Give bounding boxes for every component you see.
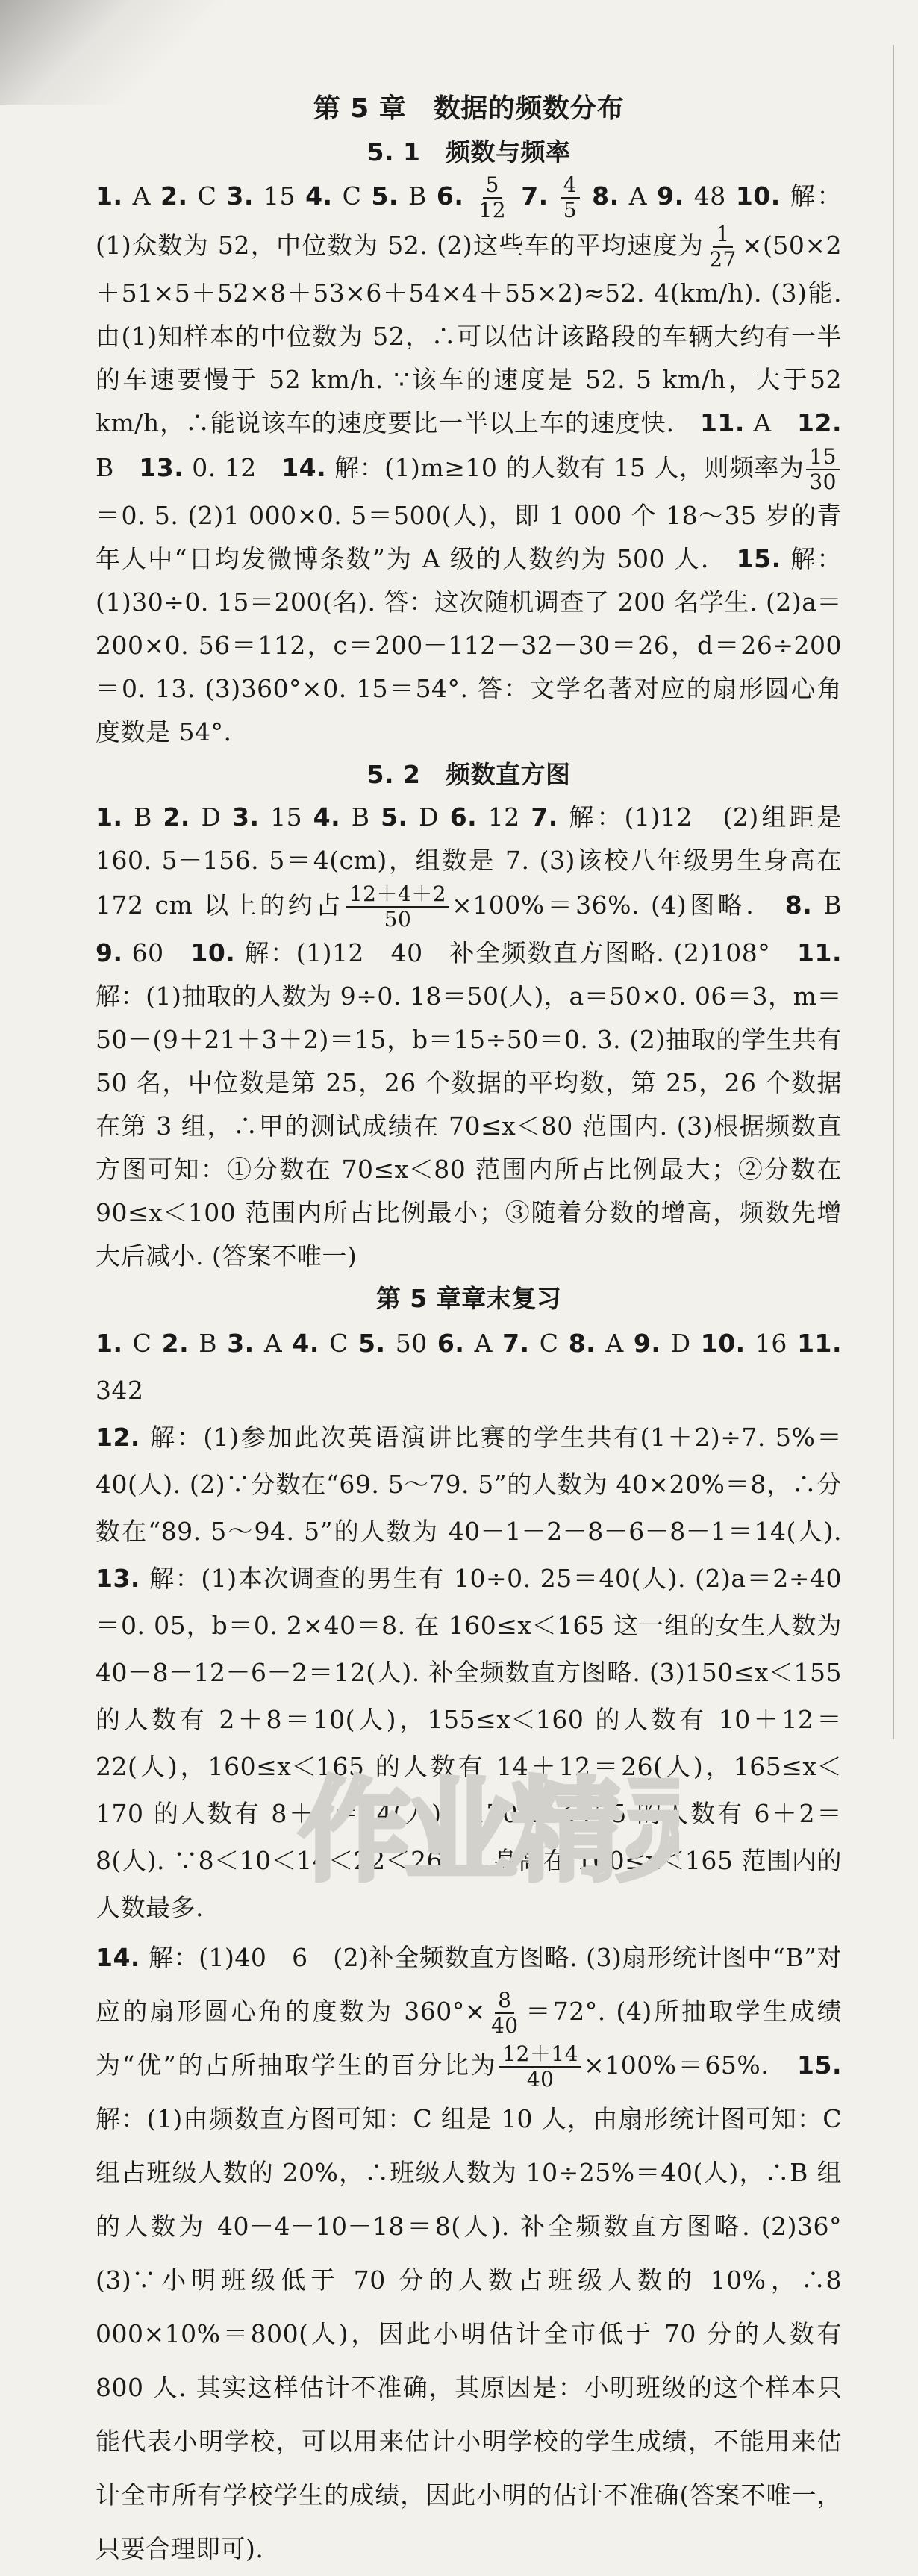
question-number: 2.: [163, 802, 190, 832]
section-5-2: [96, 796, 867, 1278]
section-review: [96, 1320, 867, 2576]
answer-text: 解：(1)众数为 52，中位数为 52. (2)这些车的平均速度为: [96, 181, 842, 260]
question-number: 3.: [232, 802, 260, 832]
answer-text: [511, 181, 521, 210]
answer-text: B: [122, 802, 163, 832]
question-number: 6.: [436, 181, 464, 210]
answer-text: C: [122, 1329, 162, 1358]
answer-text: 50: [385, 1329, 437, 1358]
answer-text: 15: [259, 802, 313, 832]
answer-content: [96, 84, 867, 2576]
question-number: 2.: [160, 181, 188, 210]
question-number: 7.: [531, 802, 558, 832]
question-number: 3.: [227, 1329, 255, 1358]
answer-text: 解：(1)40 6 (2)补全频数直方图略. (3)扇形统计图中“B”对应的扇形圆心角的度数为 360°×: [96, 1943, 842, 2026]
answer-paragraph: [96, 173, 842, 754]
section-title-5-2: 5. 2 频数直方图: [366, 760, 571, 789]
fraction-numerator: 4: [561, 173, 580, 199]
question-number: 14.: [96, 1943, 140, 1972]
fraction-numerator: 12＋14: [499, 2042, 581, 2068]
answer-text: ×100%＝65%.: [584, 2050, 798, 2080]
question-number: 9.: [96, 938, 123, 967]
fraction-numerator: 12＋4＋2: [346, 882, 449, 908]
answer-text: B: [96, 453, 140, 482]
fraction: [346, 882, 449, 932]
question-number: 13.: [96, 1564, 140, 1593]
answer-text: 解：(1)12 40 补全频数直方图略. (2)108°: [235, 938, 798, 967]
answer-text: C: [332, 181, 372, 210]
chapter-title: 第 5 章 数据的频数分布: [313, 93, 625, 124]
answer-text: ＝72°. (4)所抽取学生成绩为“优”的占所抽取学生的百分比为: [96, 1997, 842, 2080]
answer-paragraph: [96, 796, 867, 1278]
fraction-numerator: 5: [483, 173, 502, 199]
answer-text: [582, 181, 592, 210]
margin-rule: [893, 45, 894, 1739]
question-number: 7.: [521, 181, 549, 210]
answer-text: B: [812, 891, 867, 920]
answer-text: D: [190, 802, 233, 832]
fraction-denominator: 5: [563, 198, 578, 222]
fraction: [806, 445, 840, 494]
answer-text: B: [398, 181, 437, 210]
question-number: 5.: [371, 181, 399, 210]
answer-text: D: [408, 802, 450, 832]
answer-paragraph: [96, 1320, 842, 1414]
answer-text: ×100%＝36%. (4)图略.: [452, 891, 785, 920]
answer-text: B: [189, 1329, 228, 1358]
question-number: 14.: [281, 453, 327, 482]
question-number: 1.: [96, 802, 123, 832]
watermark-logo: [291, 1750, 679, 1892]
fraction: [475, 173, 509, 222]
answer-text: 解：(1)m≥10 的人数有 15 人，则频率为: [326, 453, 805, 482]
question-number: 3.: [226, 181, 254, 210]
question-number: 6.: [437, 1329, 465, 1358]
question-number: 9.: [633, 1329, 661, 1358]
answer-text: A: [254, 1329, 293, 1358]
question-number: 10.: [190, 938, 236, 967]
fraction: [561, 173, 580, 222]
question-number: 11.: [797, 1329, 843, 1358]
fraction-denominator: 40: [526, 2067, 555, 2092]
fraction-denominator: 50: [384, 907, 412, 932]
question-number: 12.: [797, 408, 842, 437]
answer-text: 解：(1)12 (2)组距是 160. 5－156. 5＝4(cm)，组数是 7. (3)该校八年级男生身高在 172 cm 以上的约占: [96, 802, 842, 920]
answer-text: 解：(1)本次调查的男生有 10÷0. 25＝40(人). (2)a＝2÷40＝0. 05，b＝0. 2×40＝8. 在 160≤x＜165 这一组的女生人数为 40－8－12－6－2＝12(人). 补全频数直方图略. (3)150≤x＜155 的人数有 2＋8＝10(人)，155≤x＜160 的人数有 10＋12＝22(人)，160≤x＜165 的人数有 14＋12＝26(人)，165≤x＜170 的人数有 8＋6＝14(人)，170≤x＜175 的人数有 6＋2＝8(人). ∵8＜10＜14＜22＜26，∴身高在 160≤x＜165 范围内的人数最多.: [96, 1564, 842, 1922]
question-number: 10.: [735, 181, 781, 210]
question-number: 1.: [96, 181, 123, 210]
answer-text: A: [596, 1329, 634, 1358]
question-number: 8.: [568, 1329, 596, 1358]
answer-text: 解：(1)由频数直方图可知：C 组是 10 人，由扇形统计图可知：C 组占班级人数的 20%，∴班级人数为 10÷25%＝40(人)，∴B 组的人数为 40－4－10－18＝8(人). 补全频数直方图略. (2)36° (3)∵小明班级低于 70 分的人数占班级人数的 10%，∴8 000×10%＝800(人)，因此小明估计全市低于 70 分的人数有 800 人. 其实这样估计不准确，其原因是：小明班级的这个样本只能代表小明学校，可以用来估计小明学校的学生成绩，不能用来估计全市所有学校学生的成绩，因此小明的估计不准确(答案不唯一，只要合理即可).: [96, 2104, 867, 2563]
question-number: 4.: [292, 1329, 319, 1358]
answer-text: C: [319, 1329, 359, 1358]
fraction-numerator: 1: [713, 222, 732, 248]
answer-text: B: [340, 802, 381, 832]
fraction-denominator: 40: [490, 2013, 519, 2038]
answer-text: 12: [477, 802, 531, 832]
watermark-logo-image: [291, 1750, 679, 1892]
answer-text: [463, 181, 473, 210]
answer-text: 解：(1)参加此次英语演讲比赛的学生共有(1＋2)÷7. 5%＝40(人). (2)∵分数在“69. 5～79. 5”的人数为 40×20%＝8，∴分数在“89. 5～94. 5”的人数为 40－1－2－8－6－8－1＝14(人).: [96, 1423, 867, 1546]
question-number: 2.: [161, 1329, 190, 1358]
watermark-text: 作业精灵: [299, 1767, 679, 1892]
answer-text: 0. 12: [184, 453, 282, 482]
question-number: 12.: [96, 1423, 140, 1452]
section-title-5-1: 5. 1 频数与频率: [366, 137, 571, 166]
answer-text: D: [661, 1329, 701, 1358]
answer-text: 16: [745, 1329, 798, 1358]
question-number: 4.: [313, 802, 341, 832]
fraction-numerator: 15: [806, 445, 840, 470]
answer-paragraph: [96, 1931, 867, 2576]
question-number: 7.: [502, 1329, 530, 1358]
fraction: [488, 1989, 522, 2038]
question-number: 13.: [139, 453, 184, 482]
question-number: 11.: [797, 938, 842, 967]
section-title-review: 第 5 章章末复习: [375, 1284, 562, 1313]
answer-text: C: [187, 181, 227, 210]
question-number: 1.: [96, 1329, 123, 1358]
answer-text: 解：(1)30÷0. 15＝200(名). 答：这次随机调查了 200 名学生. (2)a＝200×0. 56＝112，c＝200－112－32－30＝26，d＝26÷200＝0. 13. (3)360°×0. 15＝54°. 答：文学名著对应的扇形圆心角度数是 54°.: [96, 544, 842, 746]
fraction-denominator: 12: [478, 198, 507, 222]
fraction-denominator: 30: [809, 470, 837, 494]
answer-text: 15: [253, 181, 306, 210]
question-number: 6.: [449, 802, 478, 832]
fraction: [706, 222, 740, 272]
section-5-1: [96, 173, 842, 754]
answer-text: 解：(1)抽取的人数为 9÷0. 18＝50(人)，a＝50×0. 06＝3，m＝50－(9＋21＋3＋2)＝15，b＝15÷50＝0. 3. (2)抽取的学生共有 50 名，中位数是第 25，26 个数据的平均数，第 25，26 个数据在第 3 组，∴甲的测试成绩在 70≤x＜80 范围内. (3)根据频数直方图可知：①分数在 70≤x＜80 范围内所占比例最大；②分数在 90≤x＜100 范围内所占比例最小；③随着分数的增高，频数先增大后减小. (答案不唯一): [96, 982, 842, 1270]
answer-text: A: [464, 1329, 503, 1358]
question-number: 4.: [305, 181, 333, 210]
question-number: 8.: [592, 181, 619, 210]
answer-text: 60: [122, 938, 191, 967]
answer-text: C: [529, 1329, 569, 1358]
answer-text: 48: [684, 181, 736, 210]
question-number: 8.: [784, 891, 813, 920]
answer-text: A: [619, 181, 658, 210]
answer-text: 342: [96, 1376, 144, 1405]
question-number: 11.: [699, 408, 745, 437]
answer-text: [549, 181, 558, 210]
question-number: 10.: [700, 1329, 746, 1358]
fraction-denominator: 27: [709, 247, 737, 272]
answer-text: ×(50×2＋51×5＋52×8＋53×6＋54×4＋55×2)≈52. 4(km/h). (3)能. 由(1)知样本的中位数为 52，∴可以估计该路段的车辆大约有一半的车速要慢于 52 km/h. ∵该车的速度是 52. 5 km/h，大于52 km/h，∴能说该车的速度要比一半以上车的速度快.: [96, 231, 843, 437]
answer-text: ＝0. 5. (2)1 000×0. 5＝500(人)，即 1 000 个 18～35 岁的青年人中“日均发微博条数”为 A 级的人数约为 500 人.: [96, 501, 842, 573]
fraction: [499, 2042, 581, 2092]
question-number: 15.: [736, 544, 781, 573]
question-number: 15.: [797, 2050, 842, 2080]
answer-text: A: [122, 181, 160, 210]
question-number: 5.: [381, 802, 408, 832]
question-number: 5.: [358, 1329, 386, 1358]
question-number: 9.: [657, 181, 684, 210]
fraction-numerator: 8: [495, 1989, 514, 2014]
answer-text: A: [744, 408, 798, 437]
